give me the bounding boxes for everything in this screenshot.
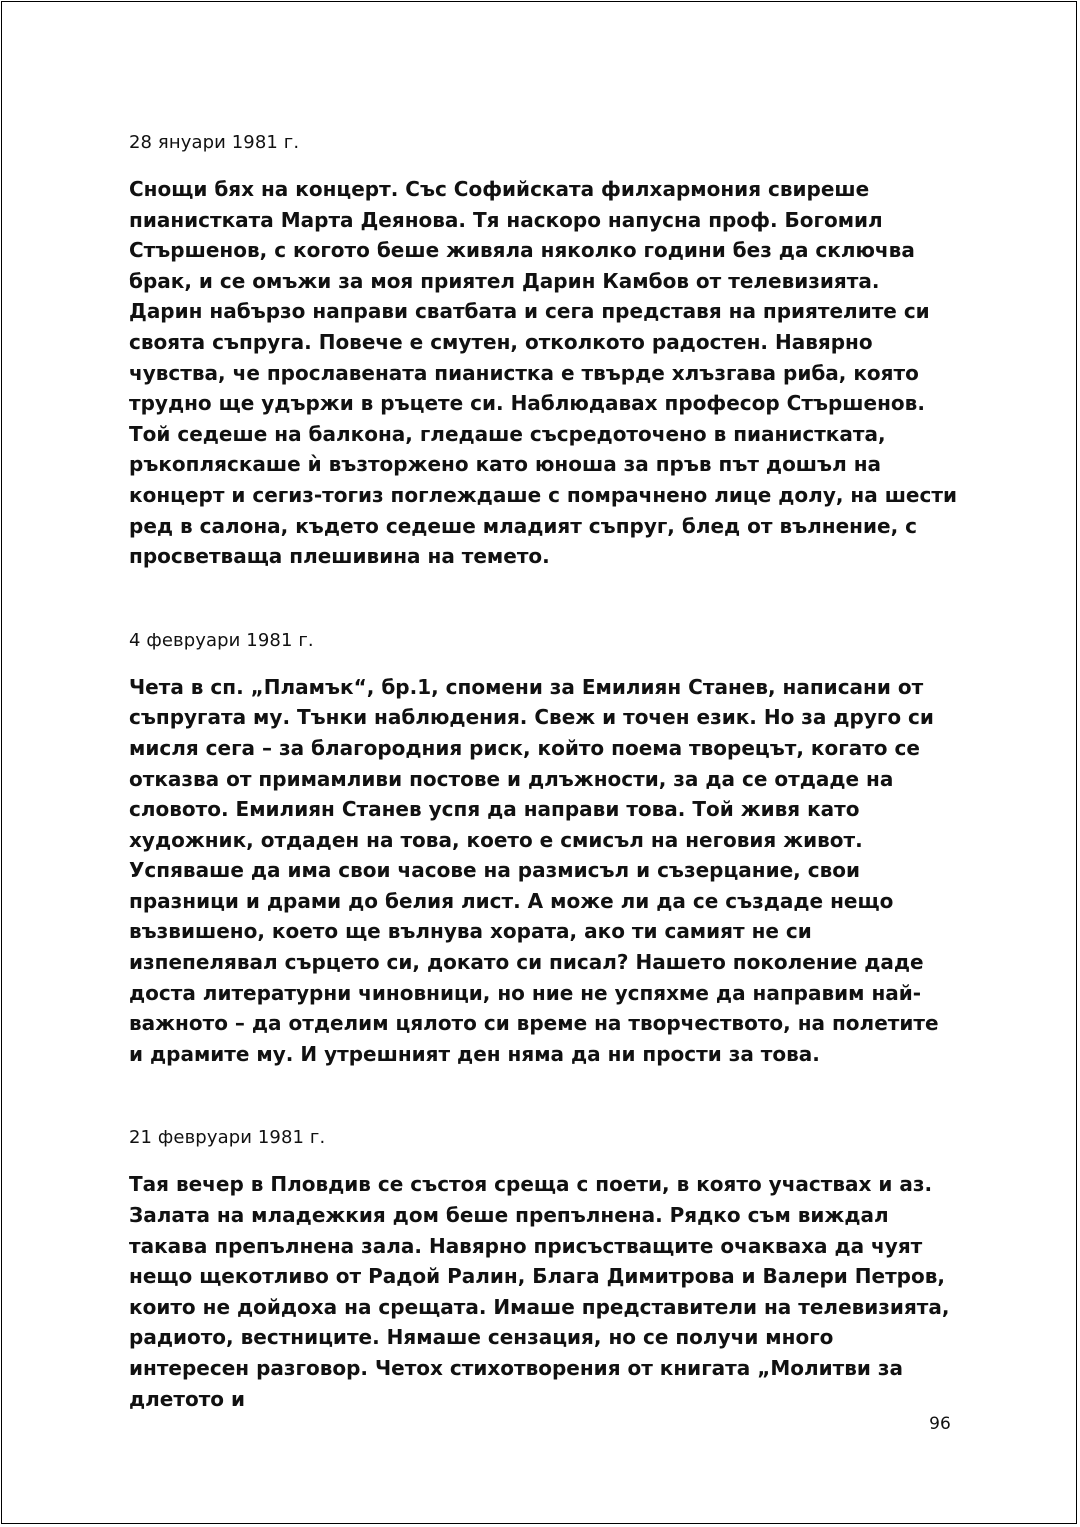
diary-entry-3 — [129, 1123, 959, 1414]
entry-date: 21 февруари 1981 г. — [129, 1127, 326, 1149]
entry-text: Снощи бях на концерт. Със Софийската филхармония свиреше пианистката Марта Деянова. Тя наскоро напусна проф. Богомил Стършенов, с когото беше живяла няколко години без да сключва брак, и се омъжи за моя приятел Дарин Камбов от телевизията. Дарин набързо направи сватбата и сега представя на приятелите си своята съпруга. Повече е смутен, отколкото радостен. Навярно чувства, че прославената пианистка е твърде хлъзгава риба, която трудно ще удържи в ръцете си. Наблюдавах професор Стършенов. Той седеше на балкона, гледаше съсредоточено в пианистката, ръкопляскаше ѝ възторжено като юноша за пръв път дошъл на концерт и сегиз-тогиз поглеждаше с помрачнено лице долу, на шести ред в салона, където седеше младият съпруг, блед от вълнение, с просветваща плешивина на темето. — [129, 177, 957, 569]
diary-content — [129, 128, 959, 1414]
entry-text: Тая вечер в Пловдив се състоя среща с поети, в която участвах и аз. Залата на младежкия дом беше препълнена. Рядко съм виждал такава препълнена зала. Навярно присъстващите очакваха да чуят нещо щекотливо от Радой Ралин, Блага Димитрова и Валери Петров, които не дойдоха на срещата. Имаше представители на телевизията, радиото, вестниците. Нямаше сензация, но се получи много интересен разговор. Четох стихотворения от книгата „Молитви за длетото и — [129, 1172, 950, 1411]
page-number: 96 — [929, 1414, 951, 1434]
entry-text: Чета в сп. „Пламък“, бр.1, спомени за Емилиян Станев, написани от съпругата му. Тънки наблюдения. Свеж и точен език. Но за друго си мисля сега – за благородния риск, който поема творецът, когато се отказва от примамливи постове и длъжности, за да се отдаде на словото. Емилиян Станев успя да направи това. Той живя като художник, отдаден на това, което е смисъл на неговия живот. Успяваше да има свои часове на размисъл и съзерцание, свои празници и драми до белия лист. А може ли да се създаде нещо възвишено, което ще вълнува хората, ако ти самият не си изпепелявал сърцето си, докато си писал? Нашето поколение даде доста литературни чиновници, но ние не успяхме да направим най-важното – да отделим цялото си време на творчеството, на полетите и драмите му. И утрешният ден няма да ни прости за това. — [129, 674, 939, 1066]
entry-date: 28 януари 1981 г. — [129, 132, 300, 153]
entry-date: 4 февруари 1981 г. — [129, 629, 314, 651]
diary-entry-1 — [129, 128, 959, 572]
diary-entry-2 — [129, 626, 959, 1070]
